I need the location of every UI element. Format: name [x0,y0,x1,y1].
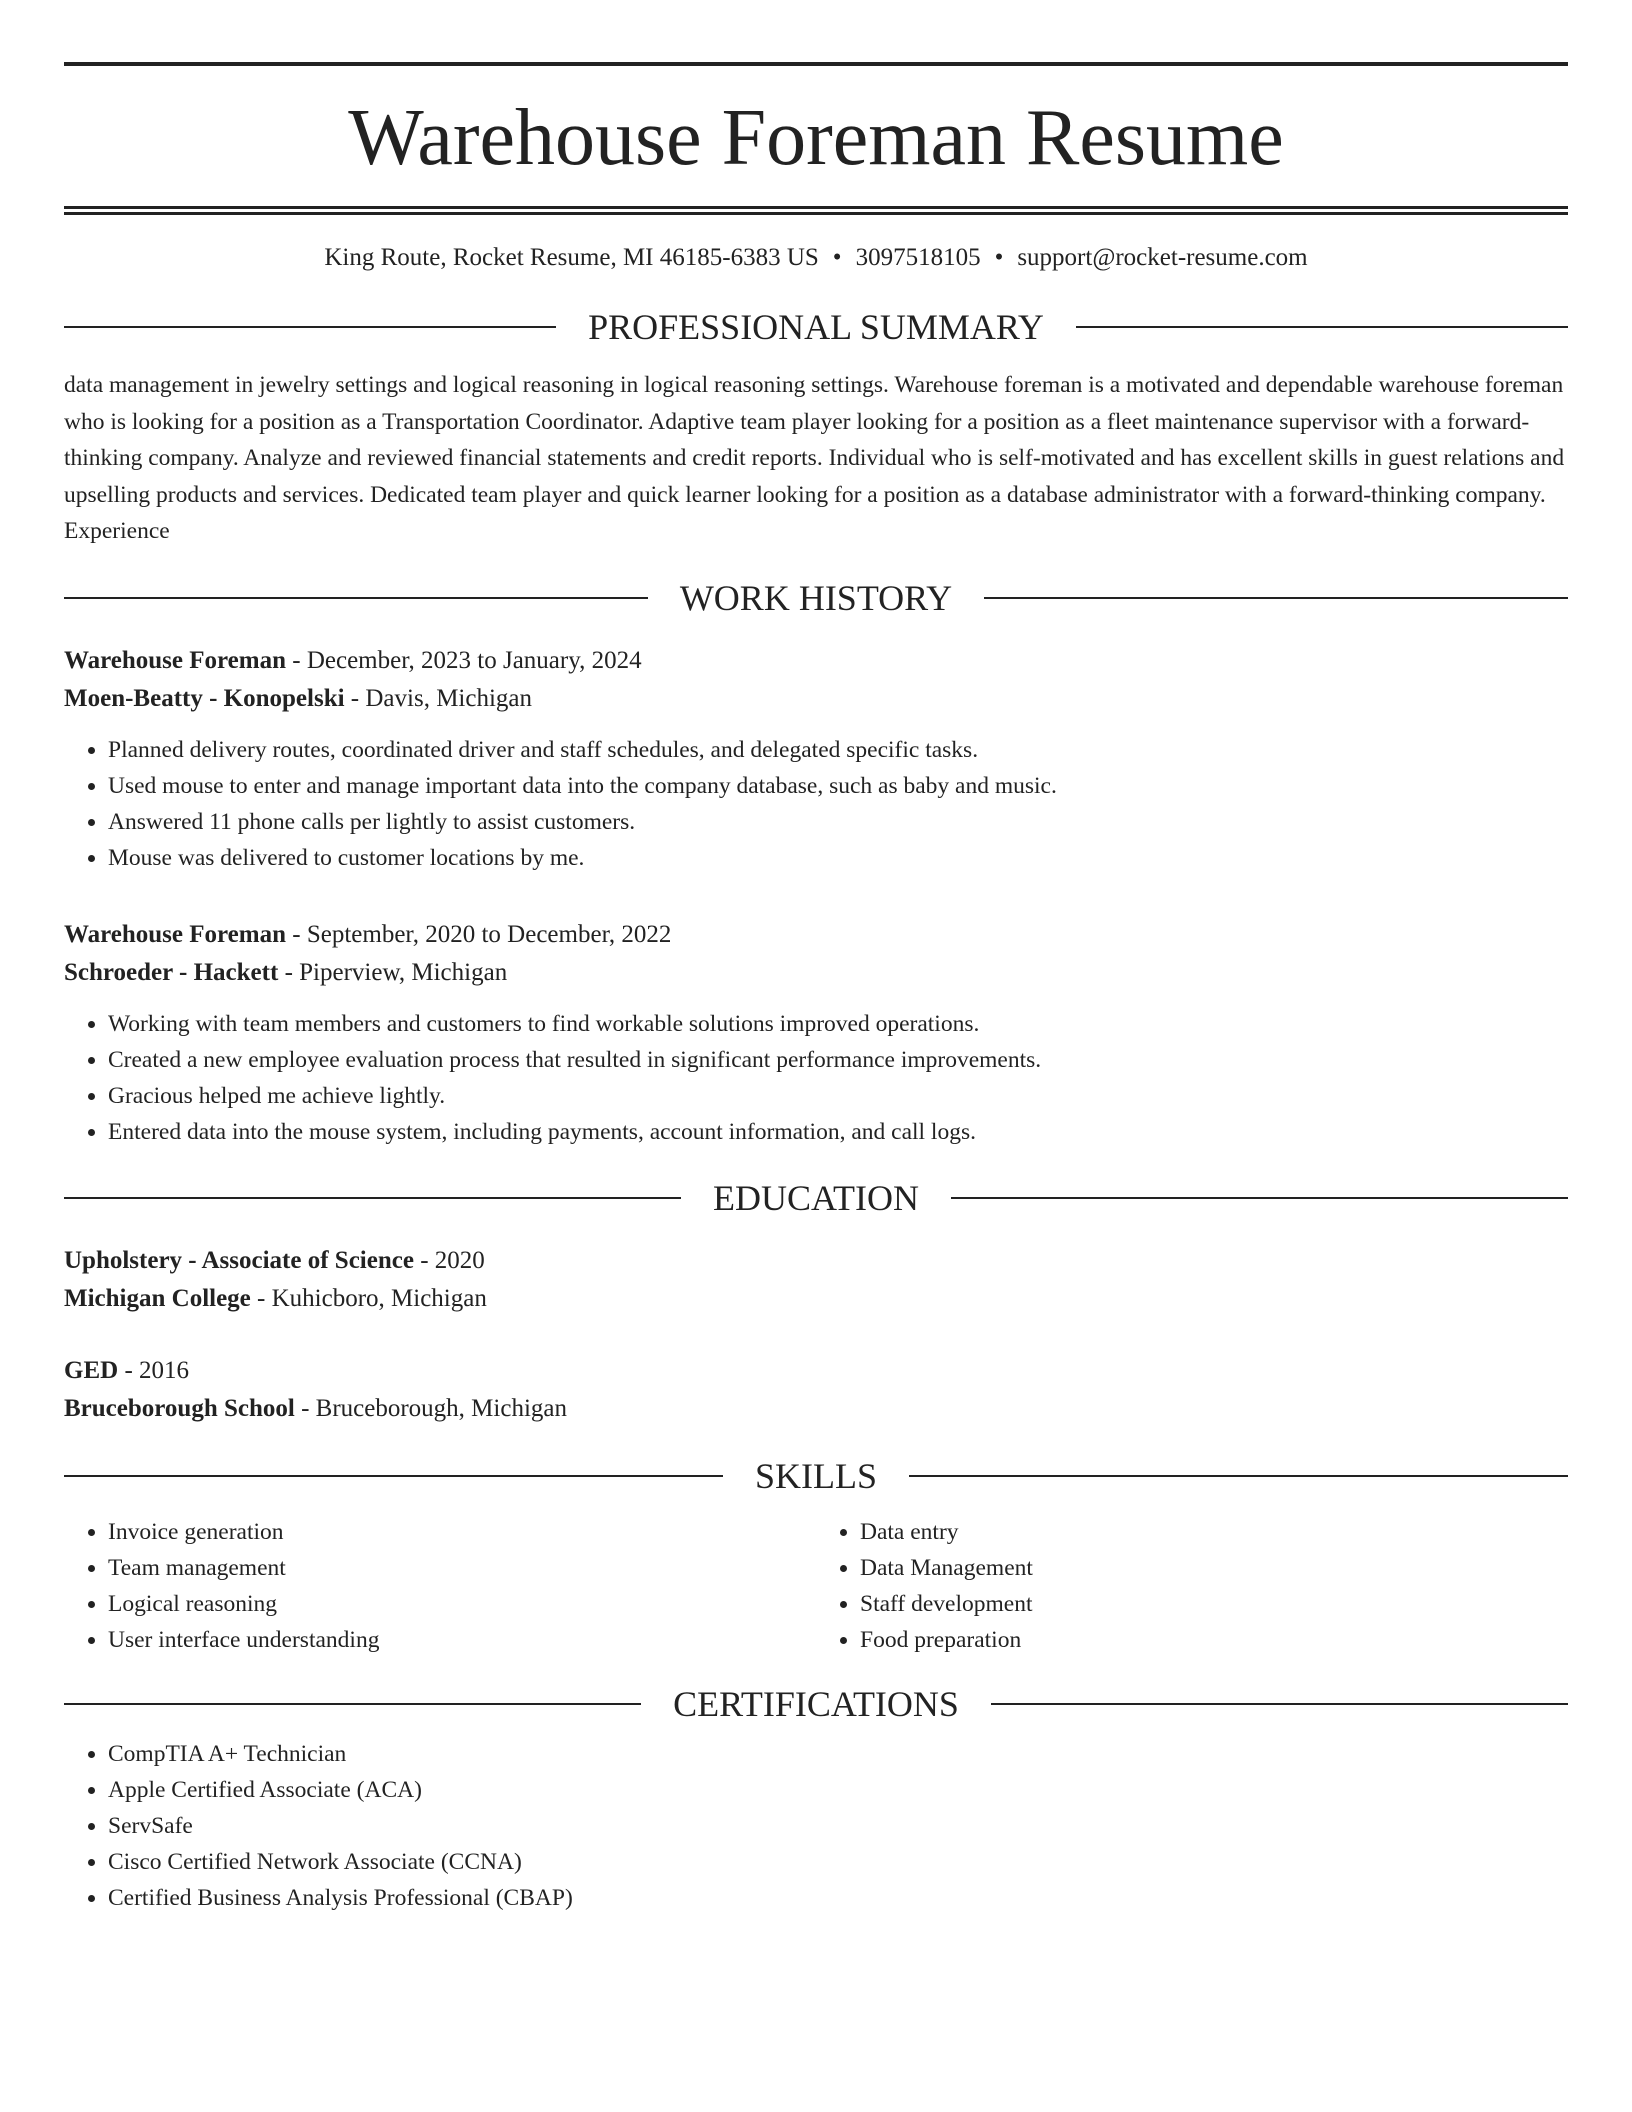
section-title: PROFESSIONAL SUMMARY [588,307,1044,347]
job-title-line [64,642,1568,680]
section-header-education [64,1177,1568,1218]
summary-paragraph: data management in jewelry settings and logical reasoning in logical reasoning settings. Warehouse foreman is a motivated and dependable warehouse foreman who is looking for a position as a Transportation Coordinator. Adaptive team player looking for a position as a fleet maintenance supervisor with a forward-thinking company. Analyze and reviewed financial statements and credit reports. Individual who is self-motivated and has excellent skills in guest relations and upselling products and services. Dedicated team player and quick learner looking for a position as a database administrator with a forward-thinking company. Experience [64,372,1565,544]
section-title: EDUCATION [713,1177,919,1218]
title-double-rule [64,206,1568,215]
section-rule [1076,326,1568,328]
list-item: • Food preparation [860,1622,1568,1658]
section-title: SKILLS [755,1455,878,1496]
section-title: CERTIFICATIONS [673,1683,959,1724]
top-rule [64,62,1568,66]
job-bullet-list [64,1006,1568,1150]
education-degree-line [64,1242,1568,1280]
education-degree-line [64,1352,1568,1390]
section-header-certifications [64,1683,1568,1724]
list-item: • Team management [108,1550,816,1586]
education-school: Michigan College [64,1284,251,1312]
list-item: • Entered data into the mouse system, including payments, account information, and call logs. [108,1114,1568,1150]
skills-list-right [816,1514,1568,1658]
education-degree: GED [64,1356,119,1384]
education-location: - Kuhicboro, Michigan [250,1284,487,1312]
education-year: - 2016 [118,1356,190,1384]
job-bullet-list [64,732,1568,876]
section-header-summary [64,309,1568,345]
contact-line [64,243,1568,273]
list-item: • Planned delivery routes, coordinated driver and staff schedules, and delegated specific tasks. [108,732,1568,768]
section-rule [984,597,1568,599]
list-item: • Staff development [860,1586,1568,1622]
education-year: - 2020 [413,1246,485,1274]
section-title: WORK HISTORY [679,577,953,618]
education-degree: Upholstery - Associate of Science [64,1246,414,1274]
list-item: • Data entry [860,1514,1568,1550]
section-rule [909,1475,1568,1477]
section-header-work-history [64,577,1568,618]
job-company: Schroeder - Hackett [64,958,279,986]
job-role: Warehouse Foreman [64,920,286,948]
section-rule [64,1197,681,1199]
job-location: - Davis, Michigan [344,684,533,712]
job-dates: - September, 2020 to December, 2022 [286,920,672,948]
education-school-line [64,1280,1568,1318]
contact-separator: • [994,244,1004,271]
education-school-line [64,1390,1568,1428]
job-location: - Piperview, Michigan [278,958,508,986]
job-company-line [64,954,1568,992]
job-entry [64,916,1568,1150]
job-role: Warehouse Foreman [64,646,286,674]
job-company-line [64,680,1568,718]
section-rule [64,1475,723,1477]
education-entry [64,1352,1568,1428]
section-rule [991,1703,1568,1705]
job-dates: - December, 2023 to January, 2024 [286,646,642,674]
contact-separator: • [832,244,842,271]
skills-columns [64,1514,1568,1658]
list-item: • Answered 11 phone calls per lightly to assist customers. [108,804,1568,840]
section-header-skills [64,1455,1568,1496]
resume-page [64,0,1568,1916]
list-item: • Certified Business Analysis Professional (CBAP) [108,1880,1568,1916]
list-item: • Invoice generation [108,1514,816,1550]
section-rule [64,597,648,599]
list-item: • Apple Certified Associate (ACA) [108,1772,1568,1808]
list-item: • Cisco Certified Network Associate (CCNA) [108,1844,1568,1880]
contact-phone: 3097518105 [855,244,981,271]
list-item: • Logical reasoning [108,1586,816,1622]
skills-list-left [64,1514,816,1658]
list-item: • Mouse was delivered to customer locations by me. [108,840,1568,876]
list-item: • Created a new employee evaluation process that resulted in significant performance improvements. [108,1042,1568,1078]
contact-email: support@rocket-resume.com [1017,244,1308,271]
list-item: • Gracious helped me achieve lightly. [108,1078,1568,1114]
contact-address: King Route, Rocket Resume, MI 46185-6383 US [324,244,819,271]
education-school: Bruceborough School [64,1394,295,1422]
section-rule [64,326,556,328]
list-item: • Data Management [860,1550,1568,1586]
section-rule [64,1703,641,1705]
list-item: • ServSafe [108,1808,1568,1844]
page-title: Warehouse Foreman Resume [348,94,1284,182]
job-title-line [64,916,1568,954]
list-item: • CompTIA A+ Technician [108,1736,1568,1772]
job-company: Moen-Beatty - Konopelski [64,684,345,712]
list-item: • Working with team members and customers to find workable solutions improved operations. [108,1006,1568,1042]
education-entry [64,1242,1568,1318]
job-entry [64,642,1568,876]
list-item: • Used mouse to enter and manage important data into the company database, such as baby and music. [108,768,1568,804]
section-rule [951,1197,1568,1199]
list-item: • User interface understanding [108,1622,816,1658]
certifications-list [64,1736,1568,1916]
education-location: - Bruceborough, Michigan [294,1394,567,1422]
